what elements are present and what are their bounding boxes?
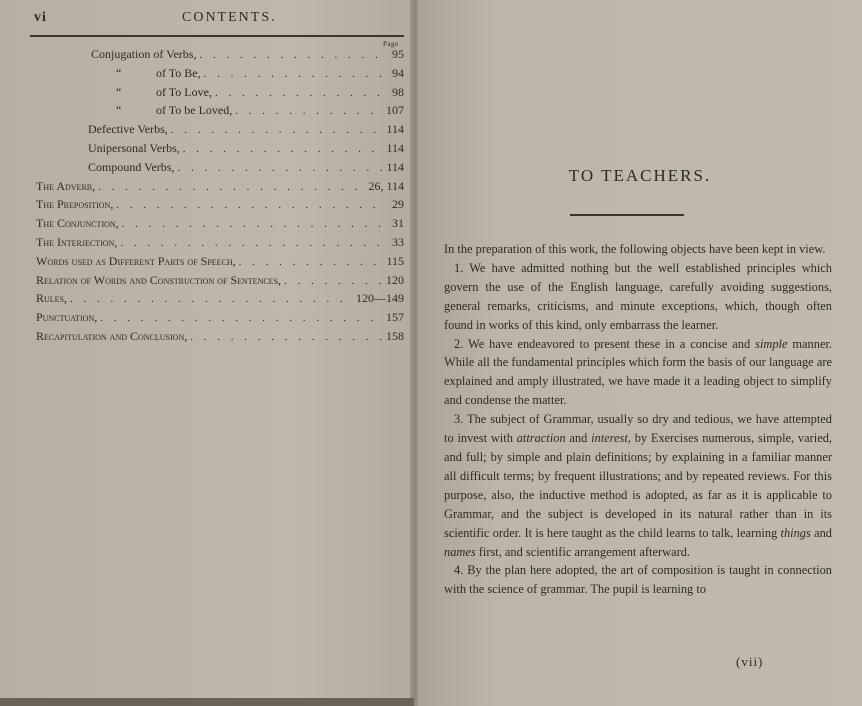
leader-dots [120, 234, 385, 253]
page-column-label: Page [383, 40, 399, 48]
toc-entry [0, 158, 410, 177]
body-text [444, 240, 832, 599]
toc-entry [0, 83, 410, 102]
toc-entry-title: Defective Verbs, [88, 122, 168, 137]
toc-entry-title: The Adverb, [36, 178, 96, 193]
toc-entry-title: Conjugation of Verbs, [91, 47, 197, 61]
toc-entry [0, 45, 410, 64]
text-run: 2. We have endeavored to present these in a concise and [454, 336, 756, 351]
toc-entry-title: The Conjunction, [36, 216, 119, 231]
leader-dots [284, 272, 383, 291]
leader-dots [70, 290, 353, 309]
ditto-mark: “ [116, 84, 122, 99]
toc-entry-page: 114 [386, 159, 404, 174]
toc-entry [0, 101, 410, 120]
toc-entry [0, 271, 410, 290]
running-head: CONTENTS. [182, 10, 277, 25]
leader-dots [204, 65, 385, 84]
toc-entry-page: 157 [386, 310, 404, 325]
leader-dots [100, 309, 383, 328]
leader-dots [199, 46, 385, 65]
toc-entry-title: of To be Loved, [156, 103, 233, 118]
text-run: and [565, 431, 592, 446]
text-run: manner. While all the fundamental principles which form the basis of our language are explained and amply illustrated, we have made it a leading object to simplify and condense the matter. [444, 336, 832, 408]
toc-entry-page: 26, 114 [368, 178, 404, 193]
page-edge [0, 698, 414, 706]
toc-entry [0, 195, 410, 214]
leader-dots [183, 140, 384, 159]
text-run: , by Exercises numerous, simple, varied, and full; by simple and plain definitions; by explaining in a familiar manner all difficult terms; by frequent illustrations; and by repeated reviews. For this purpose, also, the inductive method is adopted, as far as it is applicable to Grammar, and the subject is developed in its natural rather than in its scientific order. It is here taught as the child learns to talk, learning [444, 431, 832, 540]
leader-dots [116, 196, 385, 215]
toc-entry-title: Punctuation, [36, 310, 98, 325]
toc-entry-title: Words used as Different Parts of Speech, [36, 253, 236, 268]
toc-entry [0, 252, 410, 271]
paragraph-4: 4. By the plan here adopted, the art of composition is taught in connection with the science of grammar. The pupil is learning to [444, 563, 832, 597]
toc-entry-page: 107 [386, 103, 404, 118]
toc-entry [0, 233, 410, 252]
paragraph-3 [444, 410, 832, 561]
toc-entry-page: 31 [392, 216, 404, 231]
toc-entry [0, 120, 410, 139]
toc-entry [0, 327, 410, 346]
toc-entry-page: 158 [386, 328, 404, 343]
toc-entry-title: Compound Verbs, [88, 159, 175, 174]
toc-entry-title: of To Be, [156, 65, 201, 80]
toc-entry-title: Unipersonal Verbs, [88, 140, 180, 155]
leader-dots [171, 121, 384, 140]
text-run: and [810, 525, 833, 540]
leader-dots [190, 328, 383, 347]
left-page-number: vi [34, 10, 47, 25]
title-rule [570, 214, 684, 216]
toc-entry-title: Relation of Words and Construction of Sentences, [36, 272, 282, 287]
ditto-mark: “ [116, 65, 122, 80]
toc-entry-page: 98 [392, 84, 404, 99]
toc-entry-page: 114 [386, 140, 404, 155]
toc-entry-title: The Interjection, [36, 234, 118, 249]
toc-entry-title: of To Love, [156, 84, 212, 99]
right-page-number: (vii) [736, 654, 764, 669]
toc-entry-page: 29 [392, 197, 404, 212]
toc-entry-page: 114 [386, 122, 404, 137]
emphasis: things [780, 525, 811, 540]
emphasis: simple [755, 336, 788, 351]
paragraph-1: 1. We have admitted nothing but the well established principles which govern the use of the English language, carefully avoiding suggestions, general remarks, criticisms, and minute exceptions, which, though often found in works of this kind, only embarrass the learner. [444, 260, 832, 332]
table-of-contents [0, 45, 410, 346]
paragraph-2 [444, 335, 832, 411]
toc-entry [0, 308, 410, 327]
toc-entry [0, 177, 410, 196]
text-run: 3. The subject of Grammar, usually so dry and tedious, we have attempted to invest with [444, 412, 832, 446]
toc-entry [0, 289, 410, 308]
intro-paragraph: In the preparation of this work, the following objects have been kept in view. [444, 242, 826, 256]
toc-entry-page: 33 [392, 234, 404, 249]
leader-dots [235, 102, 383, 121]
leader-dots [239, 253, 384, 272]
header-rule [30, 35, 404, 37]
leader-dots [177, 159, 383, 178]
toc-entry-page: 120 [386, 272, 404, 287]
toc-entry-page: 120—149 [356, 291, 404, 306]
toc-entry-title: Rules, [36, 291, 68, 306]
emphasis: names [444, 544, 476, 559]
toc-entry-title: Recapitulation and Conclusion, [36, 328, 188, 343]
ditto-mark: “ [116, 103, 122, 118]
section-title: TO TEACHERS. [568, 166, 712, 185]
text-run: first, and scientific arrangement afterward. [475, 544, 690, 559]
emphasis: attraction [516, 431, 566, 446]
leader-dots [98, 178, 365, 197]
toc-entry [0, 64, 410, 83]
toc-entry [0, 139, 410, 158]
toc-entry-page: 95 [392, 47, 404, 61]
emphasis: interest [591, 431, 628, 446]
toc-entry-page: 94 [392, 65, 404, 80]
leader-dots [122, 215, 385, 234]
toc-entry [0, 214, 410, 233]
toc-entry-page: 115 [386, 253, 404, 268]
leader-dots [215, 84, 385, 103]
toc-entry-title: The Preposition, [36, 197, 114, 212]
